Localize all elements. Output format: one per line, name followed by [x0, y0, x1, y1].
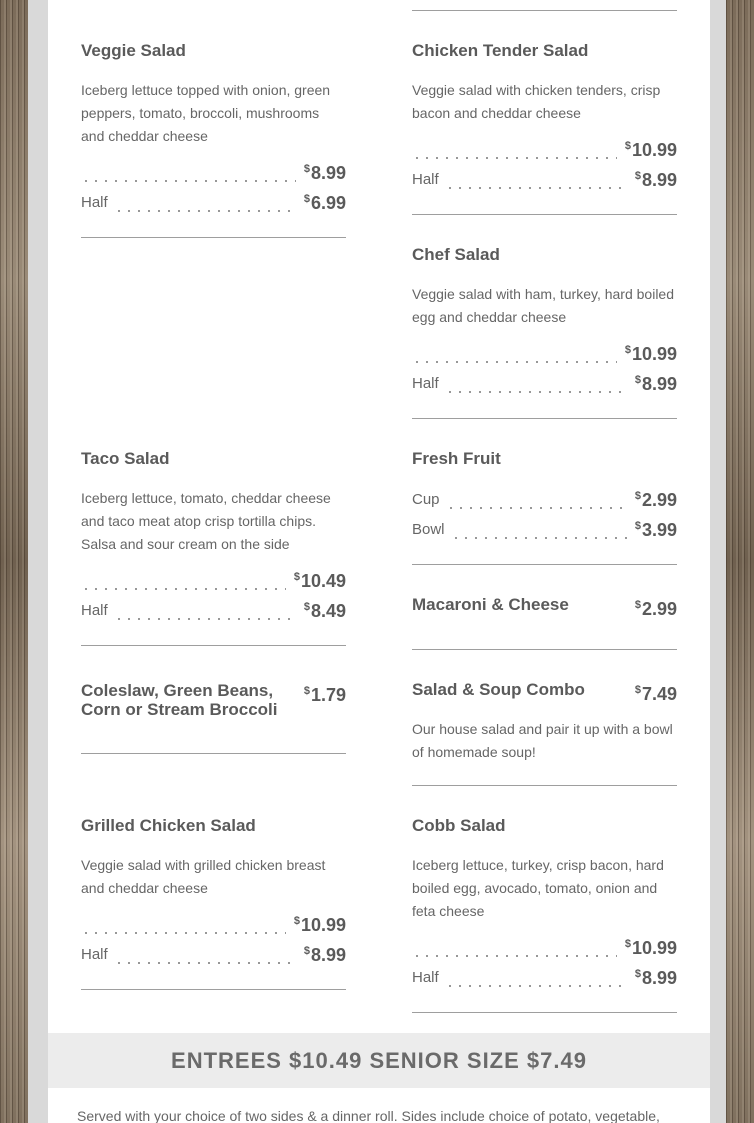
price-half: $8.99 [634, 374, 677, 394]
price-row-full [81, 161, 346, 183]
divider [81, 237, 346, 238]
divider [412, 785, 677, 786]
dot-leader [445, 380, 627, 394]
price-row-full [412, 936, 677, 958]
item-title: Fresh Fruit [412, 449, 501, 468]
divider [412, 649, 677, 650]
item-title: Coleslaw, Green Beans, Corn or Stream Broccoli [81, 681, 278, 719]
dot-leader [81, 921, 286, 935]
entrees-banner: ENTREES $10.49 SENIOR SIZE $7.49 [48, 1033, 710, 1088]
divider [412, 1012, 677, 1013]
dot-leader [114, 199, 296, 213]
item-title: Chef Salad [412, 245, 500, 264]
divider [81, 645, 346, 646]
price-row-cup [412, 488, 677, 510]
item-description: Our house salad and pair it up with a bowl of homemade soup! [412, 721, 673, 760]
dot-leader [114, 607, 296, 621]
item-title: Macaroni & Cheese [412, 595, 569, 614]
bowl-label: Bowl [412, 521, 445, 538]
price: $7.49 [634, 684, 677, 704]
item-description: Veggie salad with chicken tenders, crisp bacon and cheddar cheese [412, 82, 661, 121]
item-description: Iceberg lettuce, tomato, cheddar cheese and taco meat atop crisp tortilla chips. Salsa and sour cream on the side [81, 490, 331, 552]
divider [412, 564, 677, 565]
item-title: Taco Salad [81, 449, 170, 468]
price-half: $8.99 [634, 170, 677, 190]
price-half: $6.99 [303, 193, 346, 213]
item-description: Veggie salad with ham, turkey, hard boiled egg and cheddar cheese [412, 286, 675, 325]
price-bowl: $3.99 [634, 520, 677, 540]
price-half: $8.49 [303, 601, 346, 621]
half-label: Half [81, 194, 108, 211]
price-row-half [412, 372, 677, 394]
dot-leader [412, 944, 617, 958]
price-row-full [412, 342, 677, 364]
item-title: Veggie Salad [81, 41, 186, 60]
price-half: $8.99 [634, 968, 677, 988]
half-label: Half [412, 969, 439, 986]
divider [412, 418, 677, 419]
dot-leader [81, 577, 286, 591]
menu-frame [28, 0, 726, 1123]
wood-border-left [0, 0, 28, 1123]
menu-page [48, 0, 710, 1123]
dot-leader [114, 951, 296, 965]
dot-leader [412, 146, 617, 160]
price-row-full [81, 569, 346, 591]
item-description: Iceberg lettuce, turkey, crisp bacon, hard boiled egg, avocado, tomato, onion and feta cheese [412, 857, 664, 919]
price-row-bowl [412, 518, 677, 540]
divider [81, 753, 346, 754]
price-row-half [81, 943, 346, 965]
item-description: Iceberg lettuce topped with onion, green peppers, tomato, broccoli, mushrooms and cheddar cheese [81, 82, 331, 144]
half-label: Half [81, 602, 108, 619]
price-cup: $2.99 [634, 490, 677, 510]
price-row-full [81, 913, 346, 935]
half-label: Half [81, 946, 108, 963]
dot-leader [412, 350, 617, 364]
item-title: Chicken Tender Salad [412, 41, 589, 60]
price: $1.79 [303, 685, 346, 705]
price-half: $8.99 [303, 945, 346, 965]
half-label: Half [412, 375, 439, 392]
price-full: $10.99 [293, 915, 346, 935]
dot-leader [81, 169, 296, 183]
price: $2.99 [634, 599, 677, 619]
dot-leader [451, 526, 627, 540]
price-row-half [81, 599, 346, 621]
wood-border-right [726, 0, 754, 1123]
entrees-footnote: Served with your choice of two sides & a dinner roll. Sides include choice of potato, vegetable, [77, 1108, 660, 1123]
cup-label: Cup [412, 491, 440, 508]
item-title: Salad & Soup Combo [412, 680, 585, 699]
dot-leader [445, 176, 627, 190]
price-row-full [412, 138, 677, 160]
price-row-half [412, 966, 677, 988]
price-full: $10.99 [624, 938, 677, 958]
dot-leader [445, 974, 627, 988]
price-full: $10.49 [293, 571, 346, 591]
price-full: $10.99 [624, 140, 677, 160]
price-row-half [81, 191, 346, 213]
dot-leader [446, 496, 627, 510]
item-title: Cobb Salad [412, 816, 506, 835]
divider [81, 989, 346, 990]
price-row-half [412, 168, 677, 190]
price-full: $8.99 [303, 163, 346, 183]
divider [412, 214, 677, 215]
item-title: Grilled Chicken Salad [81, 816, 256, 835]
item-description: Veggie salad with grilled chicken breast and cheddar cheese [81, 857, 326, 896]
divider [412, 10, 677, 11]
price-full: $10.99 [624, 344, 677, 364]
half-label: Half [412, 171, 439, 188]
